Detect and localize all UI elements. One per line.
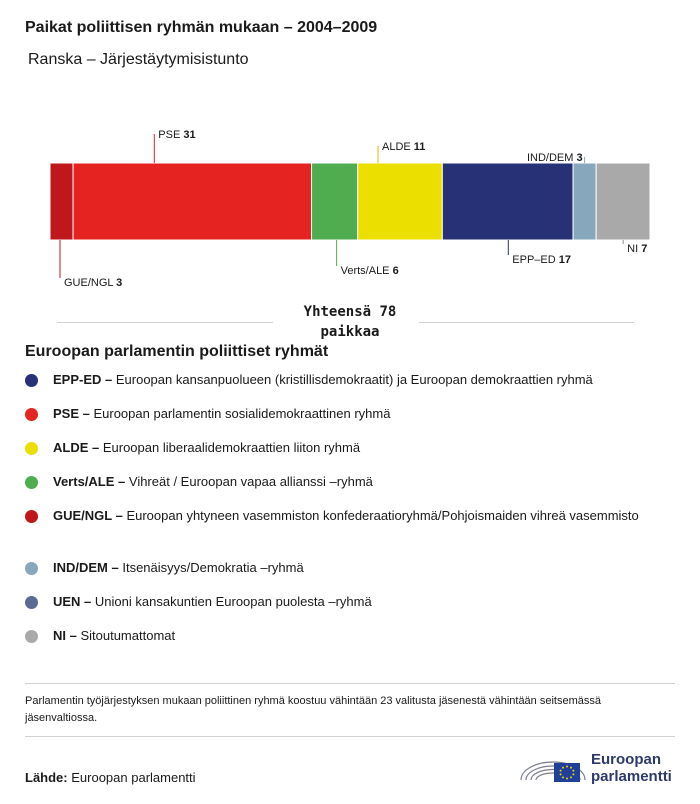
parliament-hemicycle-icon: [518, 746, 588, 786]
logo-line2: parlamentti: [591, 768, 672, 785]
chart-subtitle: Ranska – Järjestäytymisistunto: [28, 51, 249, 68]
data-label-ni: NI 7: [627, 243, 648, 255]
bar-segment-ni: [596, 163, 650, 240]
data-label-gue-ngl: GUE/NGL 3: [64, 277, 123, 289]
bar-segment-verts-ale: [312, 163, 358, 240]
total-seats: [0, 302, 700, 342]
footnote-divider-top: [25, 683, 675, 684]
legend-dot: [25, 476, 38, 489]
chart-title: Paikat poliittisen ryhmän mukaan – 2004–2009: [25, 19, 378, 36]
data-label-verts-ale: Verts/ALE 6: [340, 265, 399, 277]
bar-segment-epp-ed: [442, 163, 573, 240]
legend-dot: [25, 510, 38, 523]
european-parliament-logo: [518, 744, 678, 788]
legend-dot: [25, 442, 38, 455]
total-seats-line1: Yhteensä 78: [303, 304, 397, 320]
logo-text: [591, 751, 672, 785]
legend-code: EPP-ED –: [53, 372, 113, 387]
legend-desc: Euroopan parlamentin sosialidemokraattinen ryhmä: [89, 406, 391, 421]
legend-desc: Unioni kansakuntien Euroopan puolesta –ryhmä: [91, 594, 372, 609]
source-label: Lähde:: [25, 770, 68, 785]
legend-code: NI –: [53, 628, 77, 643]
data-label-ind-dem: IND/DEM 3: [526, 152, 583, 164]
legend-dot: [25, 596, 38, 609]
data-label-alde: ALDE 11: [382, 141, 426, 153]
source: [25, 770, 196, 785]
legend-code: UEN –: [53, 594, 92, 609]
legend-dot: [25, 562, 38, 575]
legend-code: PSE –: [53, 406, 90, 421]
legend-desc: Euroopan liberaalidemokraattien liiton ryhmä: [99, 440, 361, 455]
footnote: Parlamentin työjärjestyksen mukaan poliittinen ryhmä koostuu vähintään 23 valitusta jäsenestä vähintään seitsemässä jäsenvaltiossa.: [25, 695, 601, 724]
legend-desc: Sitoutumattomat: [76, 628, 176, 643]
legend-code: GUE/NGL –: [53, 508, 123, 523]
legend-code: Verts/ALE –: [53, 474, 126, 489]
legend-title: Euroopan parlamentin poliittiset ryhmät: [25, 343, 329, 360]
bar-segment-gue-ngl: [50, 163, 73, 240]
bar-segment-pse: [73, 163, 311, 240]
legend-dot: [25, 374, 38, 387]
legend-desc: Itsenäisyys/Demokratia –ryhmä: [118, 560, 304, 575]
legend-desc: Vihreät / Euroopan vapaa allianssi –ryhmä: [125, 474, 373, 489]
logo-line1: Euroopan: [591, 751, 661, 768]
legend-code: IND/DEM –: [53, 560, 119, 575]
bar-segment-ind-dem: [573, 163, 596, 240]
bar-segment-alde: [358, 163, 443, 240]
legend-dot: [25, 630, 38, 643]
data-label-pse: PSE 31: [158, 129, 196, 141]
footnote-divider-bottom: [25, 736, 675, 737]
stacked-bar-chart: [0, 0, 700, 300]
legend-code: ALDE –: [53, 440, 100, 455]
legend-dot: [25, 408, 38, 421]
data-label-epp-ed: EPP–ED 17: [512, 254, 572, 266]
legend-desc: Euroopan kansanpuolueen (kristillisdemokraatit) ja Euroopan demokraattien ryhmä: [112, 372, 593, 387]
source-value: Euroopan parlamentti: [67, 770, 196, 785]
total-seats-line2: paikkaa: [320, 324, 380, 340]
legend-desc: Euroopan yhtyneen vasemmiston konfederaatioryhmä/Pohjoismaiden vihreä vasemmisto: [122, 508, 639, 523]
